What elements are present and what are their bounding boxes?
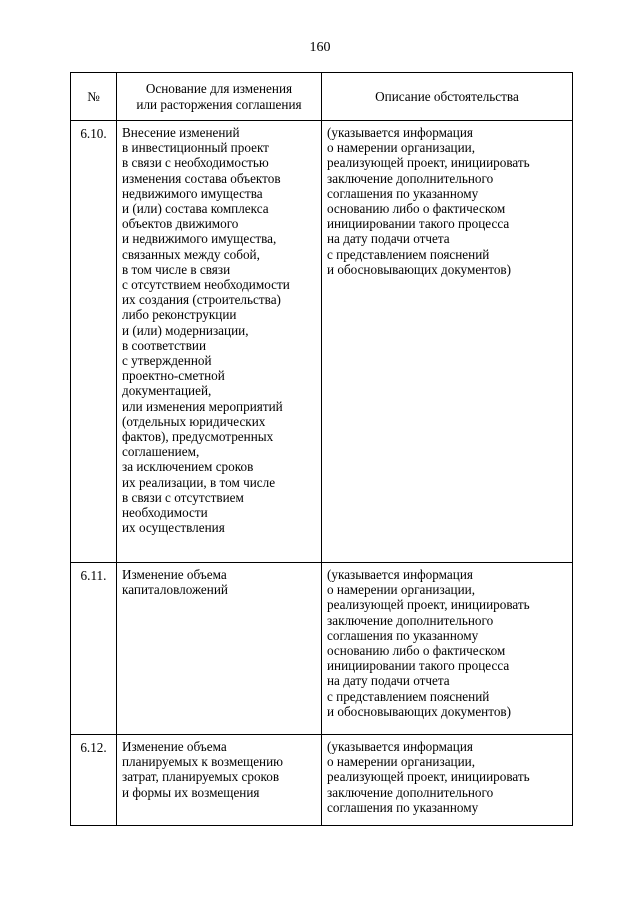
row-basis-line: недвижимого имущества	[122, 185, 263, 201]
row-basis-line: за исключением сроков	[122, 459, 254, 475]
row-basis-line: связанных между собой,	[122, 246, 260, 262]
row-description	[322, 563, 573, 735]
row-description-line: реализующей проект, инициировать	[327, 769, 530, 785]
header-description: Описание обстоятельства	[322, 73, 573, 121]
page-number: 160	[309, 40, 331, 55]
row-basis-line: в инвестиционный проект	[122, 140, 269, 156]
row-basis-line: в связи с необходимостью	[122, 155, 269, 171]
row-description-line: заключение дополнительного	[327, 170, 494, 186]
row-description-line: с представлением пояснений	[327, 246, 490, 262]
row-description-line: соглашения по указанному	[327, 185, 479, 201]
row-basis-line: или изменения мероприятий	[122, 398, 283, 414]
row-description-line: реализующей проект, инициировать	[327, 597, 530, 613]
row-description-line: о намерении организации,	[327, 582, 476, 598]
row-description-line: и обосновывающих документов)	[327, 703, 512, 719]
row-description-line: реализующей проект, инициировать	[327, 155, 530, 171]
row-basis-line: проектно-сметной	[122, 368, 225, 384]
row-description-line: заключение дополнительного	[327, 784, 494, 800]
row-description	[322, 735, 573, 826]
row-basis-line: документацией,	[122, 383, 212, 399]
row-description-line: (указывается информация	[327, 739, 473, 754]
row-description-line: о намерении организации,	[327, 140, 476, 156]
row-description-line: о намерении организации,	[327, 754, 476, 770]
row-description-line: и обосновывающих документов)	[327, 261, 512, 277]
row-basis-line: и (или) состава комплекса	[122, 201, 269, 217]
row-basis-line: (отдельных юридических	[122, 413, 266, 429]
row-description-line: инициировании такого процесса	[327, 216, 510, 232]
row-description-line: заключение дополнительного	[327, 612, 494, 628]
row-description-line: основанию либо о фактическом	[327, 201, 506, 217]
row-description-line: основанию либо о фактическом	[327, 643, 506, 659]
row-basis-line: и недвижимого имущества,	[122, 231, 277, 247]
row-basis-line: их реализации, в том числе	[122, 474, 276, 490]
row-number: 6.11.	[71, 563, 117, 735]
row-description-line: (указывается информация	[327, 125, 473, 140]
row-basis-line: и формы их возмещения	[122, 784, 260, 800]
row-basis	[117, 735, 322, 826]
row-basis-line: необходимости	[122, 505, 208, 521]
row-description	[322, 121, 573, 563]
row-basis-line: Изменение объема	[122, 567, 227, 582]
row-basis-line: Изменение объема	[122, 739, 227, 754]
row-description-line: соглашения по указанному	[327, 627, 479, 643]
row-basis-line: Внесение изменений	[122, 125, 240, 140]
row-description-line: инициировании такого процесса	[327, 658, 510, 674]
table-row	[71, 735, 573, 826]
row-description-line: соглашения по указанному	[327, 799, 479, 815]
row-description-line: (указывается информация	[327, 567, 473, 582]
row-basis-line: планируемых к возмещению	[122, 754, 284, 770]
row-basis-line: в соответствии	[122, 337, 207, 353]
header-basis-line: или расторжения соглашения	[136, 96, 302, 112]
row-basis-line: и (или) модернизации,	[122, 322, 249, 338]
row-basis	[117, 563, 322, 735]
row-basis-line: в том числе в связи	[122, 261, 231, 277]
row-number: 6.12.	[71, 735, 117, 826]
row-basis-line: с отсутствием необходимости	[122, 277, 290, 293]
row-basis-line: объектов движимого	[122, 216, 239, 232]
row-basis-line: затрат, планируемых сроков	[122, 769, 280, 785]
table-row	[71, 563, 573, 735]
header-basis-line: Основание для изменения	[145, 81, 293, 97]
row-basis-line: изменения состава объектов	[122, 170, 281, 186]
row-basis-line: с утвержденной	[122, 353, 212, 369]
row-basis-line: их создания (строительства)	[122, 292, 281, 308]
row-basis	[117, 121, 322, 563]
row-number: 6.10.	[71, 121, 117, 563]
row-basis-line: капиталовложений	[122, 582, 228, 598]
row-basis-line: их осуществления	[122, 520, 225, 536]
row-basis-line: фактов), предусмотренных	[122, 429, 274, 445]
row-basis-line: либо реконструкции	[122, 307, 237, 323]
table-header-row	[71, 73, 573, 121]
header-num: №	[71, 73, 117, 121]
row-basis-line: в связи с отсутствием	[122, 489, 244, 505]
row-description-line: с представлением пояснений	[327, 688, 490, 704]
table-row	[71, 121, 573, 563]
grounds-table	[70, 72, 573, 826]
row-description-line: на дату подачи отчета	[327, 673, 450, 689]
row-basis-line: соглашением,	[122, 444, 200, 460]
row-description-line: на дату подачи отчета	[327, 231, 450, 247]
header-basis	[117, 73, 322, 121]
